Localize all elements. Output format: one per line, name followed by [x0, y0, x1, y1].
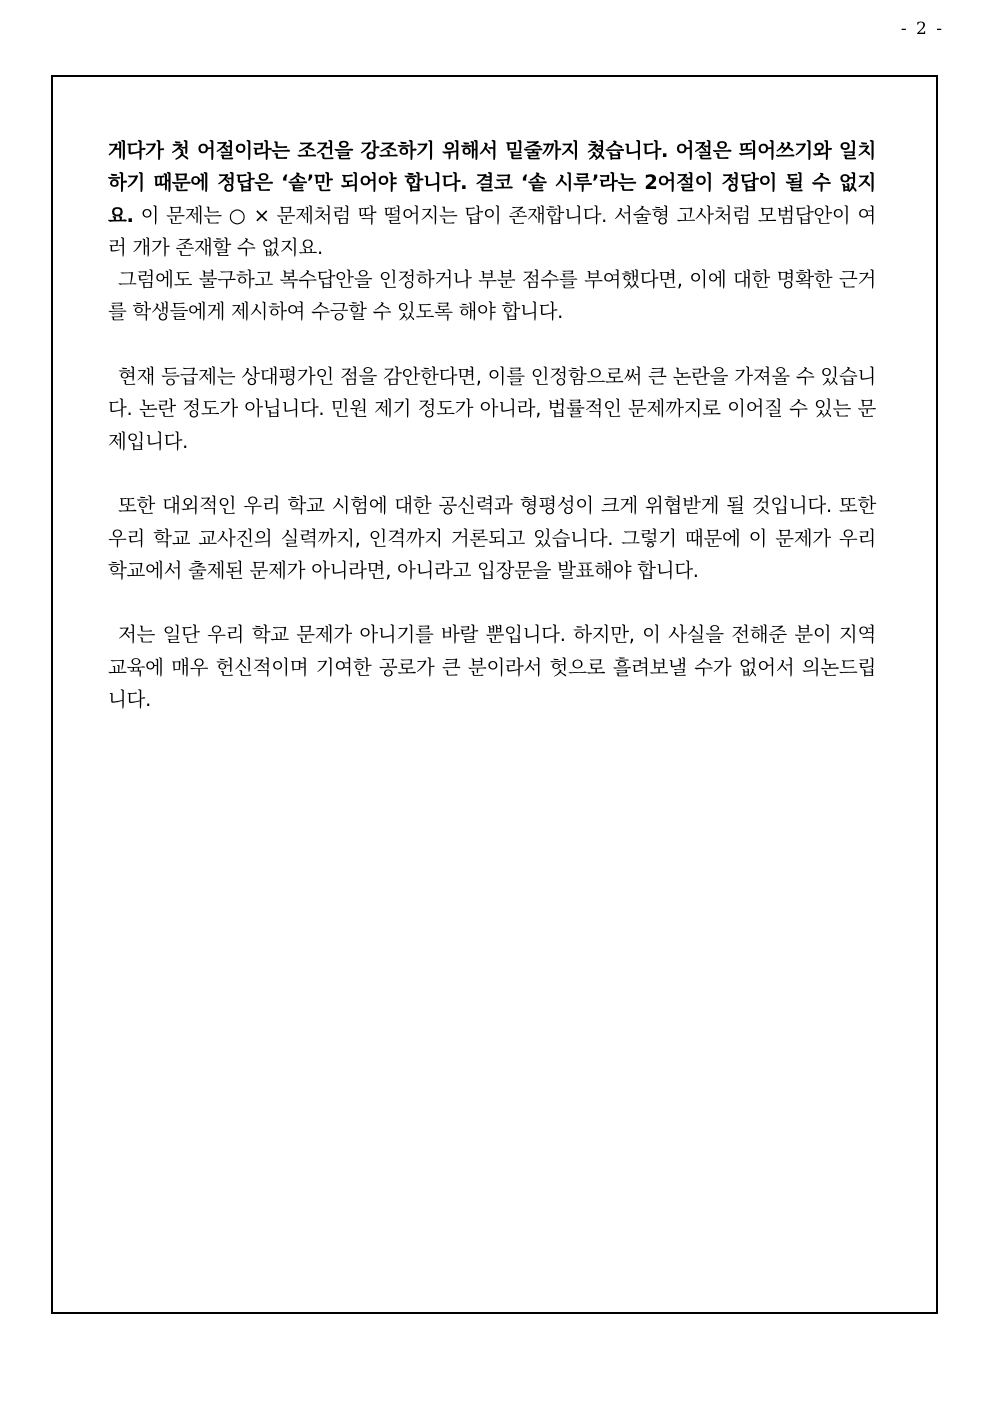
paragraph-2: 그럼에도 불구하고 복수답안을 인정하거나 부분 점수를 부여했다면, 이에 대한 명확한 근거를 학생들에게 제시하여 수긍할 수 있도록 해야 합니다. — [108, 268, 876, 324]
paragraph-3: 현재 등급제는 상대평가인 점을 감안한다면, 이를 인정함으로써 큰 논란을 가져올 수 있습니다. 논란 정도가 아닙니다. 민원 제기 정도가 아니라, 법률적인 문제까지로 이어질 수 있는 문제입니다. — [108, 365, 876, 453]
paragraph-1-normal-text: 이 문제는 ○ × 문제처럼 딱 떨어지는 답이 존재합니다. 서술형 고사처럼 모범답안이 여러 개가 존재할 수 없지요. — [108, 203, 876, 259]
paragraph-1-bold-text: 게다가 첫 어절이라는 조건을 강조하기 위해서 밑줄까지 쳤습니다. 어절은 띄어쓰기와 일치하기 때문에 정답은 ‘솥’만 되어야 합니다. 결코 ‘솥 시루’라는 2어절이 정답이 될 수 없지요. — [108, 139, 876, 227]
paragraph-1 — [108, 135, 876, 264]
paragraph-5: 저는 일단 우리 학교 문제가 아니기를 바랄 뿐입니다. 하지만, 이 사실을 전해준 분이 지역 교육에 매우 헌신적이며 기여한 공로가 큰 분이라서 헛으로 흘려보낼 수가 없어서 의논드립니다. — [108, 623, 876, 712]
page-number: - 2 - — [900, 19, 944, 39]
document-body — [108, 135, 876, 716]
paragraph-4: 또한 대외적인 우리 학교 시험에 대한 공신력과 형평성이 크게 위협받게 될 것입니다. 또한 우리 학교 교사진의 실력까지, 인격까지 거론되고 있습니다. 그렇기 때문에 이 문제가 우리 학교에서 출제된 문제가 아니라면, 아니라고 입장문을 발표해야 합니다. — [108, 494, 876, 582]
